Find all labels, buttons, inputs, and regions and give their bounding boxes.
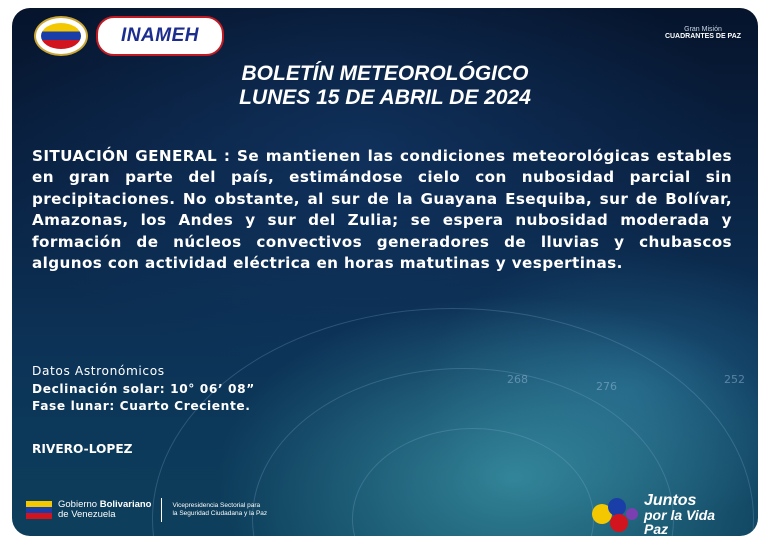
- juntos-line2: por la Vida: [644, 507, 716, 523]
- moon-phase: Fase lunar: Cuarto Creciente.: [32, 399, 251, 413]
- divider: [161, 498, 162, 522]
- cuadrantes-logo-top: Gran Misión: [684, 26, 722, 33]
- gob-line2: de Venezuela: [58, 509, 116, 520]
- gob-line1-bold: Bolivariano: [99, 499, 152, 510]
- gobierno-bolivariano-logo: [26, 496, 267, 524]
- solar-declination: Declinación solar: 10° 06’ 08”: [32, 381, 255, 396]
- gob-line1: Gobierno: [58, 499, 98, 510]
- bulletin-title: BOLETÍN METEOROLÓGICO: [241, 62, 529, 85]
- author: RIVERO-LOPEZ: [32, 442, 133, 456]
- cuadrantes-de-paz-logo: [660, 18, 746, 48]
- background-number: 252: [724, 373, 745, 386]
- vice-line1: Vicepresidencia Sectorial para: [172, 502, 261, 509]
- bulletin-date: LUNES 15 DE ABRIL DE 2024: [239, 86, 531, 109]
- general-situation-text: SITUACIÓN GENERAL : Se mantienen las condiciones meteorológicas estables en gran parte del país, estimándose cielo con nubosidad parcial sin precipitaciones. No obstante, al sur de la Guayana Esequiba, sur de Bolívar, Amazonas, los Andes y sur del Zulia; se espera nubosidad moderada y formación de núcleos convectivos generadores de lluvias y chubascos algunos con actividad eléctrica en horas matutinas y vespertinas.: [32, 147, 732, 273]
- astronomical-data: [32, 363, 255, 416]
- vice-line2: la Seguridad Ciudadana y la Paz: [172, 510, 268, 517]
- juntos-line3: Paz: [644, 521, 669, 536]
- background-number: 268: [507, 373, 528, 386]
- juntos-por-la-vida-logo: [588, 494, 738, 534]
- astro-heading: Datos Astronómicos: [32, 364, 165, 378]
- cuadrantes-logo-bottom: CUADRANTES DE PAZ: [664, 33, 742, 40]
- juntos-line1: Juntos: [644, 492, 697, 509]
- inameh-logo: INAMEH: [96, 16, 224, 56]
- venezuela-seal-logo: [34, 16, 88, 56]
- background-number: 276: [596, 380, 617, 393]
- venezuela-flag-icon: [26, 501, 52, 519]
- bulletin-card: [12, 8, 758, 536]
